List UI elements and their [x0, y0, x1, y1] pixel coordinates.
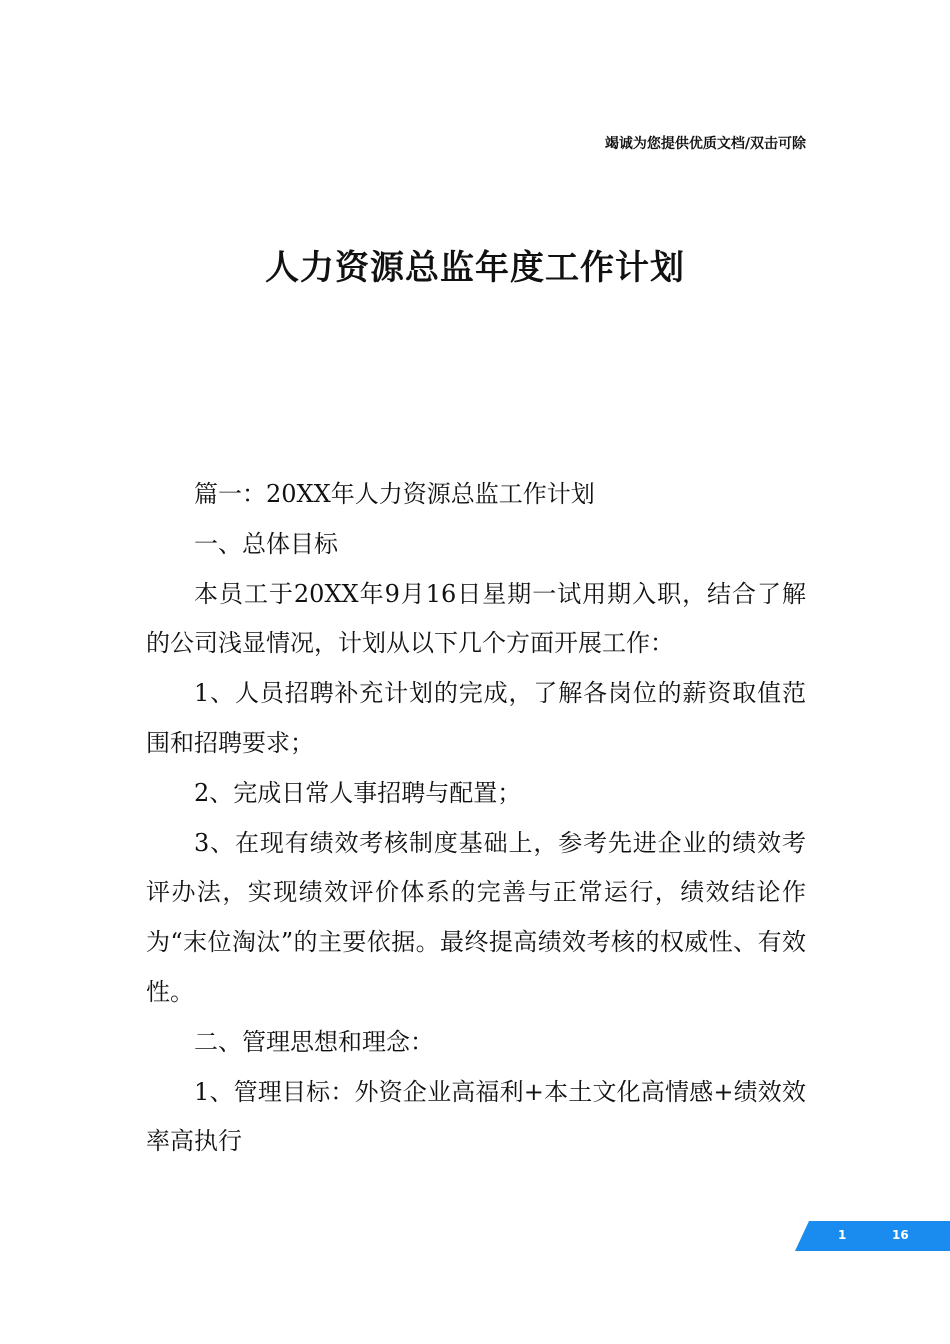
paragraph: 本员工于20XX年9月16日星期一试用期入职，结合了解的公司浅显情况，计划从以下几个方面开展工作：	[146, 579, 806, 658]
page-number-current: 1	[838, 1228, 847, 1242]
document-body	[146, 470, 806, 1167]
page-number-total: 16	[892, 1228, 909, 1242]
paragraph: 1、管理目标：外资企业高福利+本土文化高情感+绩效效率高执行	[146, 1077, 806, 1156]
document-title: 人力资源总监年度工作计划	[265, 248, 685, 288]
paragraph: 篇一：20XX年人力资源总监工作计划	[194, 480, 595, 508]
paragraph: 一、总体目标	[194, 529, 338, 558]
paragraph: 3、在现有绩效考核制度基础上，参考先进企业的绩效考评办法，实现绩效评价体系的完善与正常运行，绩效结论作为“末位淘汰”的主要依据。最终提高绩效考核的权威性、有效性。	[146, 828, 806, 1006]
header-note: 竭诚为您提供优质文档/双击可除	[604, 136, 806, 152]
page-indicator	[795, 1221, 950, 1251]
paragraph: 1、人员招聘补充计划的完成，了解各岗位的薪资取值范围和招聘要求；	[146, 679, 806, 757]
page-tab-shape	[795, 1221, 950, 1251]
paragraph: 2、完成日常人事招聘与配置；	[194, 778, 522, 807]
paragraph: 二、管理思想和理念：	[194, 1027, 434, 1056]
